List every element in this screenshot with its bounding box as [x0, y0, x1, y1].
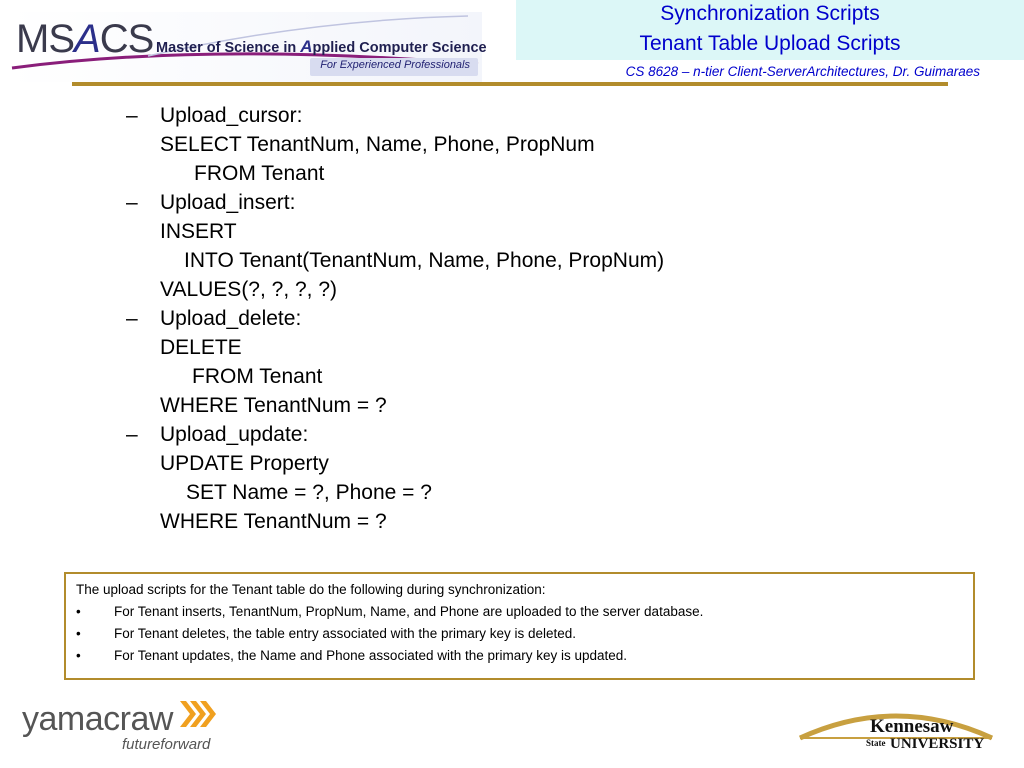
dash-bullet: – [126, 104, 138, 127]
slide-title: Synchronization Scripts [660, 2, 880, 25]
line-text: UPDATE Property [160, 452, 329, 475]
note-box [64, 572, 975, 680]
header-divider [72, 82, 948, 86]
bullet: • [76, 604, 81, 619]
dash-bullet: – [126, 191, 138, 214]
ksu-name: Kennesaw [870, 716, 954, 737]
line-text: FROM Tenant [194, 162, 325, 185]
slide-subtitle: Tenant Table Upload Scripts [639, 32, 901, 55]
line-text: WHERE TenantNum = ? [160, 510, 387, 533]
line-text: INTO Tenant(TenantNum, Name, Phone, PropNum) [184, 249, 665, 272]
line-text: WHERE TenantNum = ? [160, 394, 387, 417]
line-text: Upload_cursor: [160, 104, 303, 127]
line-text: FROM Tenant [192, 365, 323, 388]
note-item-text: For Tenant updates, the Name and Phone associated with the primary key is updated. [114, 648, 628, 663]
msacs-logo [8, 12, 487, 82]
line-text: SET Name = ?, Phone = ? [186, 481, 432, 504]
line-text: INSERT [160, 220, 237, 243]
line-text: Upload_delete: [160, 307, 302, 330]
bullet: • [76, 626, 81, 641]
line-text: Upload_insert: [160, 191, 296, 214]
ksu-university: UNIVERSITY [890, 736, 985, 752]
logo-program-name: Master of Science in Applied Computer Science [156, 37, 487, 56]
yamacraw-logo-text: yamacraw [22, 700, 173, 738]
logo-acronym: MSACS [16, 17, 154, 61]
yamacraw-arrows-icon [178, 697, 218, 731]
yamacraw-tagline: futureforward [122, 736, 211, 753]
line-text: DELETE [160, 336, 242, 359]
ksu-logo [796, 700, 996, 752]
course-label: CS 8628 – n-tier Client-ServerArchitectures, Dr. Guimaraes [625, 64, 980, 79]
line-text: VALUES(?, ?, ?, ?) [160, 278, 338, 301]
note-item-text: For Tenant deletes, the table entry associated with the primary key is deleted. [114, 626, 576, 641]
note-intro: The upload scripts for the Tenant table do the following during synchronization: [76, 582, 546, 597]
note-item-text: For Tenant inserts, TenantNum, PropNum, Name, and Phone are uploaded to the server database. [114, 604, 704, 619]
bullet: • [76, 648, 81, 663]
ksu-state: State [866, 738, 886, 748]
logo-tagline-bar: For Experienced Professionals [310, 58, 478, 76]
dash-bullet: – [126, 307, 138, 330]
line-text: SELECT TenantNum, Name, Phone, PropNum [160, 133, 595, 156]
dash-bullet: – [126, 423, 138, 446]
line-text: Upload_update: [160, 423, 309, 446]
